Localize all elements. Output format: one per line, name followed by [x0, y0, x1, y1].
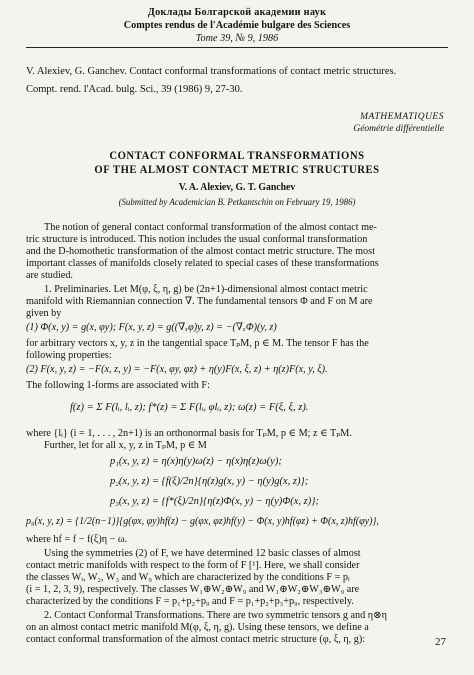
paper-title-line-1: CONTACT CONFORMAL TRANSFORMATIONS — [109, 150, 365, 162]
body-text-line: Using the symmetries (2) of F, we have determined 12 basic classes of almost — [44, 548, 361, 559]
citation-line-1: V. Alexiev, G. Ganchev. Contact conformal transformations of contact metric structures. — [26, 66, 397, 77]
body-text-line: contact conformal transformation of the almost contact metric structure (φ, ξ, η, g): — [26, 634, 366, 645]
submission-note: (Submitted by Academician B. Petkantschin on February 19, 1986) — [118, 198, 356, 208]
body-text-line: contact metric manifolds with respect to the form of F [¹]. Here, we shall consider — [26, 560, 360, 571]
journal-title-bulgarian: Доклады Болгарской академии наук — [147, 6, 327, 18]
body-text-line: on an almost contact metric manifold M(φ, ξ, η, g). Using these tensors, we define a — [26, 622, 369, 633]
body-text-line: important classes of manifolds closely related to special cases of these transformations — [26, 258, 379, 269]
subject-area: MATHEMATIQUES — [360, 112, 444, 122]
body-text-line: where {lᵢ} (i = 1, . . . , 2n+1) is an orthonormal basis for TₚM, p ∈ M; z ∈ TₚM. — [26, 428, 352, 439]
formula-line: p₃(x, y, z) = {f*(ξ)/2n}{η(z)Φ(x, y) − η(y)Φ(x, z)}; — [110, 496, 319, 507]
journal-volume: Tome 39, № 9, 1986 — [195, 32, 279, 44]
body-text-line: tric structure is introduced. This notion includes the usual conformal transformation — [26, 234, 368, 245]
paper-title-line-2: OF THE ALMOST CONTACT METRIC STRUCTURES — [94, 164, 380, 176]
formula-line: (1) Φ(x, y) = g(x, φy); F(x, y, z) = g((∇ₓφ)y, z) = −(∇ₓΦ)(y, z) — [26, 322, 277, 333]
body-text-line: are studied. — [26, 270, 73, 281]
body-text-line: 2. Contact Conformal Transformations. There are two symmetric tensors g and η⊗η — [44, 610, 387, 621]
paper-authors: V. A. Alexiev, G. T. Ganchev — [178, 182, 296, 193]
body-text-line: The notion of general contact conformal transformation of the almost contact me- — [44, 222, 377, 233]
formula-line: p₁(x, y, z) = η(x)η(y)ω(z) − η(x)η(z)ω(y); — [110, 456, 282, 467]
journal-title-french: Comptes rendus de l'Académie bulgare des Sciences — [123, 19, 351, 31]
formula-line: f(z) = Σ F(lᵢ, lᵢ, z); f*(z) = Σ F(lᵢ, φlᵢ, z); ω(z) = F(ξ, ξ, z). — [70, 402, 309, 413]
formula-line: (2) F(x, y, z) = −F(x, z, y) = −F(x, φy, φz) + η(y)F(x, ξ, z) + η(z)F(x, y, ξ). — [26, 364, 328, 375]
body-text-line: and the D-homothetic transformation of the almost contact metric structure. The most — [26, 246, 375, 257]
body-text-line: the classes Wᵢ, W₂, W₃ and W₉ which are characterized by the conditions F = pᵢ — [26, 572, 350, 583]
citation-line-2: Compt. rend. l'Acad. bulg. Sci., 39 (1986) 9, 27-30. — [26, 84, 243, 95]
body-text-line: Further, let for all x, y, z in TₚM, p ∈ M — [44, 440, 207, 451]
body-text-line: following properties: — [26, 350, 112, 361]
body-text-line: for arbitrary vectors x, y, z in the tangential space TₚM, p ∈ M. The tensor F has the — [26, 338, 369, 349]
header-rule — [26, 47, 448, 48]
body-text-line: The following 1-forms are associated with F: — [26, 380, 210, 391]
formula-line: p₂(x, y, z) = {f(ξ)/2n}{η(z)g(x, y) − η(y)g(x, z)}; — [110, 476, 309, 487]
subject-subarea: Géométrie différentielle — [353, 124, 444, 134]
body-text-line: manifold with Riemannian connection ∇. The fundamental tensors Φ and F on M are — [26, 296, 373, 307]
page-number: 27 — [435, 636, 446, 648]
body-text-line: (i = 1, 2, 3, 9), respectively. The classes W₁⊕W₂⊕W₉ and W₁⊕W₂⊕W₃⊕W₉ are — [26, 584, 360, 595]
body-text-line: where hf = f − f(ξ)η − ω. — [26, 534, 128, 545]
body-text-line: given by — [26, 308, 62, 319]
body-text-line: characterized by the conditions F = p₁+p₂+p₉ and F = p₁+p₂+p₃+p₉, respectively. — [26, 596, 354, 607]
formula-line: p₉(x, y, z) = {1/2(n−1)}{g(φx, φy)hf(z) − g(φx, φz)hf(y) − Φ(x, y)hf(φz) + Φ(x, z)hf(φy)}, — [26, 516, 379, 527]
body-text-line: 1. Preliminaries. Let M(φ, ξ, η, g) be (2n+1)-dimensional almost contact metric — [44, 284, 368, 295]
